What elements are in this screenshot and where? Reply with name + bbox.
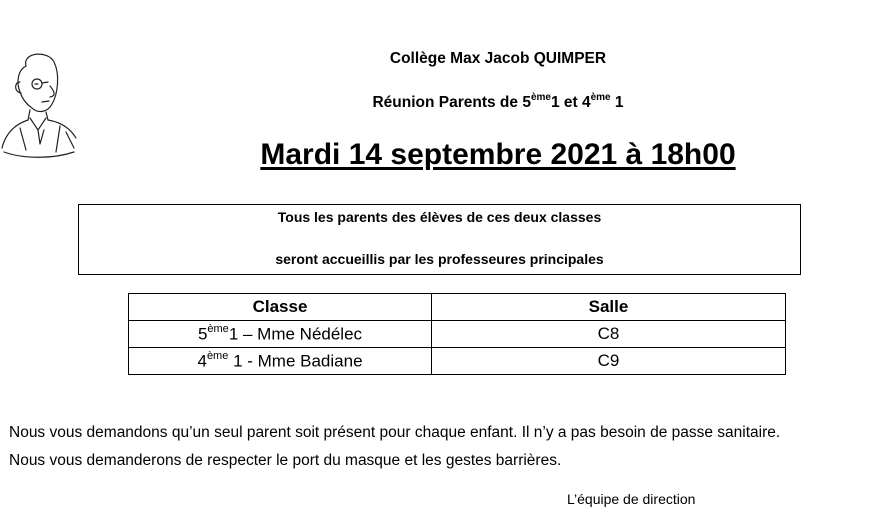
class-cell <box>129 348 432 375</box>
room-cell: C8 <box>432 321 786 348</box>
class-teacher: 1 – Mme Nédélec <box>228 324 363 344</box>
column-header-salle: Salle <box>432 294 786 321</box>
meeting-prefix: Réunion Parents de 5 <box>372 94 531 112</box>
class-level: 5 <box>197 324 208 344</box>
notice-paragraph-2: Nous vous demanderons de respecter le port du masque et les gestes barrières. <box>9 452 562 469</box>
class-level-sup: ème <box>207 322 229 335</box>
table-header-row <box>129 294 786 321</box>
school-name: Collège Max Jacob QUIMPER <box>389 50 607 67</box>
class-level: 4 <box>197 351 207 371</box>
rooms-table <box>128 293 786 375</box>
info-box <box>78 204 801 275</box>
meeting-date: Mardi 14 septembre 2021 à 18h00 <box>260 138 736 171</box>
table-row <box>129 321 786 348</box>
class-teacher: 1 - Mme Badiane <box>228 351 363 371</box>
meeting-title <box>0 93 872 112</box>
info-line-2: seront accueillis par les professeures principales <box>275 251 604 267</box>
signature: L’équipe de direction <box>567 491 696 507</box>
notice-paragraph-1: Nous vous demandons qu’un seul parent soit présent pour chaque enfant. Il n’y a pas besoin de passe sanitaire. <box>9 424 781 441</box>
meeting-sup-1: ème <box>530 92 551 103</box>
meeting-sup-2: ème <box>590 92 611 103</box>
class-level-sup: ème <box>206 349 229 362</box>
info-line-1: Tous les parents des élèves de ces deux classes <box>277 209 602 225</box>
room-cell: C9 <box>432 348 786 375</box>
meeting-suffix: 1 <box>610 94 624 112</box>
table-row <box>129 348 786 375</box>
class-cell <box>129 321 432 348</box>
column-header-classe: Classe <box>129 294 432 321</box>
meeting-mid: 1 et 4 <box>550 94 591 112</box>
